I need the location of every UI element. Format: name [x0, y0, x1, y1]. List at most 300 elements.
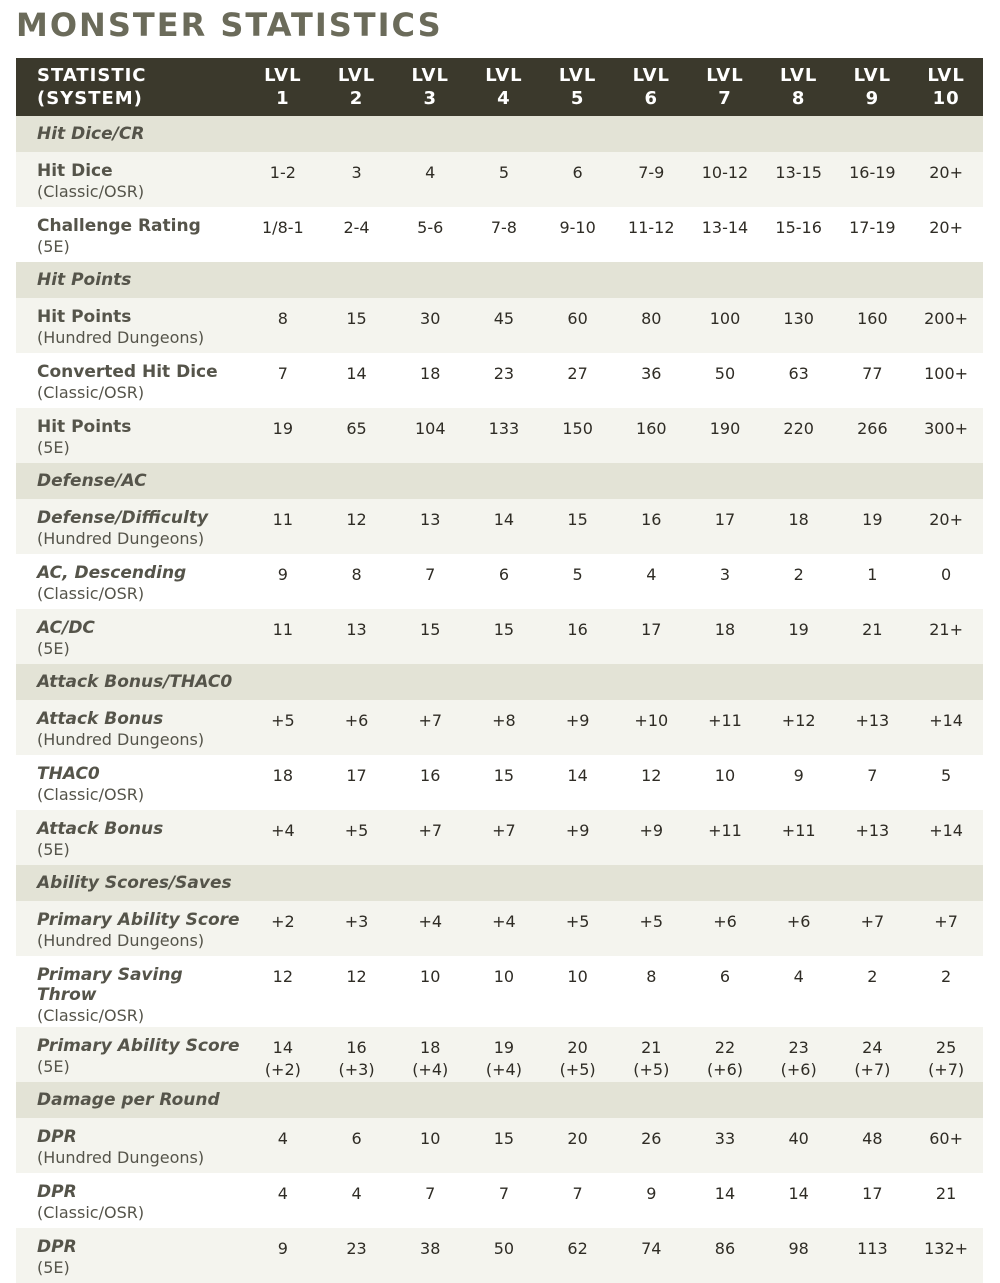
- table-body: [16, 116, 983, 1283]
- level-value-cell: [836, 1027, 910, 1082]
- statistic-cell: [16, 810, 246, 865]
- level-value-cell: [614, 1027, 688, 1082]
- statistic-system: (5E): [37, 639, 70, 658]
- level-value-cell: [909, 1228, 983, 1283]
- level-value: 33: [714, 1129, 736, 1148]
- level-value-cell: [762, 1228, 836, 1283]
- level-value-cell: [541, 755, 615, 810]
- level-value: 74: [641, 1239, 662, 1258]
- level-value-cell: [614, 810, 688, 865]
- header-level: [467, 58, 541, 116]
- level-value-cell: [320, 901, 394, 956]
- statistic-cell: [16, 152, 246, 207]
- level-value: 190: [709, 419, 741, 438]
- level-value: 13-15: [775, 163, 822, 182]
- level-value: +13: [855, 711, 890, 730]
- level-value: 104: [414, 419, 446, 438]
- level-value: 19: [272, 419, 294, 438]
- level-value-cell: [688, 207, 762, 262]
- level-value: 77: [862, 364, 883, 383]
- level-value: 2-4: [343, 218, 370, 237]
- level-value: 12: [346, 967, 367, 986]
- level-value-cell: [320, 298, 394, 353]
- level-value: 23: [493, 364, 515, 383]
- level-value-cell: [688, 901, 762, 956]
- level-value-cell: [246, 298, 320, 353]
- section-title: Attack Bonus/THAC0: [16, 664, 983, 700]
- statistic-name: Defense/Difficulty: [37, 508, 209, 528]
- level-value: 60: [567, 309, 588, 328]
- level-value: 18: [420, 364, 441, 383]
- statistic-name: Challenge Rating: [37, 216, 201, 236]
- level-value: 36: [641, 364, 662, 383]
- header-level-label: LVL: [779, 65, 818, 86]
- level-value-cell: [836, 298, 910, 353]
- level-value-cell: [320, 609, 394, 664]
- level-value: 22 (+6): [706, 1038, 744, 1079]
- statistic-cell: [16, 408, 246, 463]
- statistic-cell: [16, 755, 246, 810]
- level-value-cell: [467, 499, 541, 554]
- level-value-cell: [541, 499, 615, 554]
- level-value: 16: [420, 766, 441, 785]
- level-value: 18: [788, 510, 809, 529]
- level-value-cell: [909, 207, 983, 262]
- level-value: +7: [860, 912, 885, 931]
- level-value: 0: [941, 565, 952, 584]
- level-value-cell: [836, 353, 910, 408]
- header-statistic-line1: STATISTIC: [37, 65, 147, 86]
- statistic-cell: [16, 554, 246, 609]
- level-value: +9: [639, 821, 664, 840]
- level-value-cell: [467, 408, 541, 463]
- statistic-name: DPR: [37, 1182, 77, 1202]
- header-level: [909, 58, 983, 116]
- level-value: 300+: [924, 419, 969, 438]
- level-value-cell: [836, 1228, 910, 1283]
- level-value-cell: [688, 298, 762, 353]
- level-value: 7-9: [638, 163, 665, 182]
- level-value: 21 (+5): [633, 1038, 670, 1079]
- level-value: 19: [862, 510, 883, 529]
- level-value-cell: [393, 408, 467, 463]
- section-header-row: [16, 1082, 983, 1118]
- statistic-cell: [16, 901, 246, 956]
- level-value: +4: [492, 912, 516, 931]
- level-value-cell: [909, 700, 983, 755]
- level-value-cell: [467, 353, 541, 408]
- level-value-cell: [467, 755, 541, 810]
- header-statistic-line2: (SYSTEM): [37, 88, 143, 109]
- level-value: +11: [781, 821, 816, 840]
- statistic-system: (5E): [37, 237, 70, 256]
- level-value-cell: [909, 353, 983, 408]
- level-value-cell: [467, 700, 541, 755]
- level-value-cell: [836, 1118, 910, 1173]
- level-value: 27: [567, 364, 588, 383]
- statistic-cell: [16, 1173, 246, 1228]
- level-value-cell: [688, 353, 762, 408]
- level-value-cell: [467, 1118, 541, 1173]
- level-value: 10: [420, 1129, 441, 1148]
- level-value-cell: [688, 408, 762, 463]
- level-value: +6: [344, 711, 369, 730]
- level-value-cell: [541, 408, 615, 463]
- level-value: 20+: [929, 163, 963, 182]
- table-row: [16, 152, 983, 207]
- level-value: 12: [272, 967, 294, 986]
- header-statistic: [16, 58, 246, 116]
- level-value: 10: [567, 967, 588, 986]
- level-value-cell: [688, 755, 762, 810]
- header-level-label: LVL: [927, 65, 965, 86]
- header-level-label: LVL: [264, 65, 302, 86]
- level-value: +12: [781, 711, 816, 730]
- level-value-cell: [688, 1228, 762, 1283]
- table-row: [16, 810, 983, 865]
- statistic-cell: [16, 1027, 246, 1082]
- level-value-cell: [467, 152, 541, 207]
- section-header-row: [16, 865, 983, 901]
- level-value: +5: [344, 821, 369, 840]
- level-value-cell: [320, 408, 394, 463]
- level-value-cell: [541, 609, 615, 664]
- level-value-cell: [836, 755, 910, 810]
- header-level-number: 1: [276, 88, 290, 109]
- level-value-cell: [614, 700, 688, 755]
- level-value: 1-2: [269, 163, 296, 182]
- header-level-number: 3: [423, 88, 437, 109]
- level-value-cell: [762, 554, 836, 609]
- level-value: 20: [567, 1129, 588, 1148]
- table-row: [16, 1173, 983, 1228]
- level-value-cell: [246, 499, 320, 554]
- level-value: 50: [493, 1239, 515, 1258]
- level-value: 2: [793, 565, 804, 584]
- table-row: [16, 1228, 983, 1283]
- level-value: 6: [719, 967, 731, 986]
- level-value: 17: [862, 1184, 883, 1203]
- level-value-cell: [393, 810, 467, 865]
- level-value: 5-6: [417, 218, 444, 237]
- level-value: 1: [867, 565, 878, 584]
- level-value-cell: [762, 810, 836, 865]
- level-value-cell: [320, 207, 394, 262]
- statistic-name: Converted Hit Dice: [37, 362, 218, 382]
- level-value: 50: [714, 364, 736, 383]
- statistic-system: (Hundred Dungeons): [37, 529, 205, 548]
- level-value: 15-16: [775, 218, 822, 237]
- level-value-cell: [614, 408, 688, 463]
- level-value-cell: [393, 152, 467, 207]
- level-value: +4: [418, 912, 443, 931]
- level-value-cell: [762, 152, 836, 207]
- level-value: 8: [277, 309, 288, 328]
- level-value-cell: [688, 1173, 762, 1228]
- level-value-cell: [541, 554, 615, 609]
- header-level-label: LVL: [411, 65, 449, 86]
- level-value-cell: [762, 353, 836, 408]
- level-value: 11: [272, 510, 294, 529]
- level-value: +7: [418, 711, 443, 730]
- header-level: [614, 58, 688, 116]
- level-value: 15: [493, 620, 515, 639]
- level-value: 20+: [929, 218, 963, 237]
- section-header-row: [16, 463, 983, 499]
- level-value-cell: [467, 298, 541, 353]
- level-value-cell: [393, 956, 467, 1027]
- level-value: 48: [862, 1129, 883, 1148]
- level-value-cell: [246, 700, 320, 755]
- level-value: 7: [425, 565, 436, 584]
- header-level-number: 2: [349, 88, 364, 109]
- level-value: 86: [714, 1239, 736, 1258]
- level-value-cell: [909, 609, 983, 664]
- level-value: 200+: [924, 309, 969, 328]
- level-value-cell: [836, 408, 910, 463]
- level-value: 7-8: [490, 218, 517, 237]
- level-value: 23 (+6): [780, 1038, 817, 1079]
- level-value: 100+: [924, 364, 969, 383]
- level-value-cell: [246, 408, 320, 463]
- level-value-cell: [393, 700, 467, 755]
- header-level-label: LVL: [485, 65, 523, 86]
- level-value: +11: [708, 711, 742, 730]
- level-value-cell: [836, 207, 910, 262]
- level-value-cell: [836, 901, 910, 956]
- level-value: 17: [641, 620, 662, 639]
- level-value: 21: [935, 1184, 957, 1203]
- level-value-cell: [320, 1228, 394, 1283]
- level-value: 4: [646, 565, 657, 584]
- level-value-cell: [688, 810, 762, 865]
- level-value-cell: [762, 700, 836, 755]
- level-value-cell: [909, 1173, 983, 1228]
- level-value: 9: [277, 1239, 288, 1258]
- level-value-cell: [909, 554, 983, 609]
- level-value: +5: [639, 912, 664, 931]
- level-value-cell: [393, 554, 467, 609]
- level-value-cell: [614, 609, 688, 664]
- level-value: +14: [929, 711, 963, 730]
- level-value: 7: [572, 1184, 583, 1203]
- level-value: 133: [488, 419, 520, 438]
- level-value: 5: [941, 766, 952, 785]
- level-value-cell: [541, 1027, 615, 1082]
- level-value: 266: [857, 419, 888, 438]
- level-value: 18: [272, 766, 294, 785]
- level-value: 17: [346, 766, 367, 785]
- level-value: 13: [420, 510, 441, 529]
- level-value-cell: [614, 298, 688, 353]
- level-value: +7: [934, 912, 958, 931]
- level-value: 30: [420, 309, 441, 328]
- level-value: +10: [634, 711, 669, 730]
- level-value-cell: [762, 298, 836, 353]
- level-value-cell: [246, 956, 320, 1027]
- level-value-cell: [909, 499, 983, 554]
- level-value-cell: [614, 1228, 688, 1283]
- level-value-cell: [393, 1228, 467, 1283]
- header-level: [246, 58, 320, 116]
- table-header-row: [16, 58, 983, 116]
- level-value: +5: [565, 912, 590, 931]
- level-value: 130: [783, 309, 814, 328]
- level-value-cell: [467, 901, 541, 956]
- level-value-cell: [614, 207, 688, 262]
- level-value-cell: [688, 152, 762, 207]
- statistic-system: (5E): [37, 840, 70, 859]
- level-value-cell: [393, 755, 467, 810]
- level-value: +7: [418, 821, 443, 840]
- level-value-cell: [762, 1027, 836, 1082]
- level-value-cell: [836, 499, 910, 554]
- statistic-name: Attack Bonus: [37, 709, 164, 729]
- level-value: 6: [351, 1129, 362, 1148]
- level-value: 7: [425, 1184, 436, 1203]
- level-value-cell: [614, 956, 688, 1027]
- table-row: [16, 956, 983, 1027]
- header-level-number: 6: [644, 88, 659, 109]
- header-level-label: LVL: [632, 65, 670, 86]
- level-value: 23: [346, 1239, 367, 1258]
- statistic-name: AC/DC: [37, 618, 95, 638]
- statistic-cell: [16, 609, 246, 664]
- level-value: 80: [641, 309, 662, 328]
- level-value: 1/8-1: [262, 218, 304, 237]
- level-value: 62: [567, 1239, 588, 1258]
- level-value: 4: [425, 163, 436, 182]
- table-row: [16, 207, 983, 262]
- level-value: 15: [567, 510, 588, 529]
- level-value: 9: [277, 565, 288, 584]
- level-value: 17: [714, 510, 736, 529]
- level-value-cell: [614, 901, 688, 956]
- statistic-cell: [16, 499, 246, 554]
- statistic-system: (Classic/OSR): [37, 182, 145, 201]
- level-value: +11: [708, 821, 742, 840]
- section-title: Damage per Round: [16, 1082, 983, 1118]
- level-value: 65: [346, 419, 367, 438]
- level-value: 16: [641, 510, 662, 529]
- level-value: 11: [272, 620, 294, 639]
- level-value: 14 (+2): [264, 1038, 301, 1079]
- table-row: [16, 700, 983, 755]
- level-value: 45: [493, 309, 515, 328]
- level-value-cell: [614, 554, 688, 609]
- level-value-cell: [393, 298, 467, 353]
- level-value-cell: [246, 1228, 320, 1283]
- level-value: 14: [567, 766, 588, 785]
- table-row: [16, 755, 983, 810]
- level-value: 19: [788, 620, 809, 639]
- header-level: [836, 58, 910, 116]
- level-value: 24 (+7): [854, 1038, 891, 1079]
- statistic-name: THAC0: [37, 764, 100, 784]
- table-row: [16, 609, 983, 664]
- level-value: 9: [646, 1184, 657, 1203]
- table-row: [16, 554, 983, 609]
- level-value: 21: [862, 620, 883, 639]
- level-value-cell: [688, 499, 762, 554]
- header-level: [762, 58, 836, 116]
- level-value-cell: [762, 609, 836, 664]
- level-value-cell: [836, 956, 910, 1027]
- level-value: 10: [493, 967, 515, 986]
- level-value-cell: [393, 609, 467, 664]
- level-value-cell: [762, 207, 836, 262]
- level-value: 38: [420, 1239, 441, 1258]
- level-value-cell: [541, 1173, 615, 1228]
- level-value: 8: [646, 967, 657, 986]
- header-level-number: 8: [791, 88, 806, 109]
- statistic-name: DPR: [37, 1237, 77, 1257]
- statistic-system: (Classic/OSR): [37, 1006, 145, 1025]
- level-value-cell: [541, 810, 615, 865]
- section-header-row: [16, 116, 983, 152]
- level-value-cell: [762, 499, 836, 554]
- level-value-cell: [467, 1027, 541, 1082]
- level-value: 15: [346, 309, 367, 328]
- level-value-cell: [836, 152, 910, 207]
- level-value: +13: [855, 821, 890, 840]
- level-value-cell: [246, 207, 320, 262]
- level-value-cell: [320, 1027, 394, 1082]
- level-value-cell: [614, 353, 688, 408]
- statistic-name: Hit Points: [37, 417, 132, 437]
- statistic-cell: [16, 298, 246, 353]
- level-value: +9: [565, 821, 590, 840]
- level-value-cell: [614, 499, 688, 554]
- level-value-cell: [246, 554, 320, 609]
- level-value-cell: [688, 554, 762, 609]
- level-value-cell: [393, 499, 467, 554]
- level-value: 150: [562, 419, 593, 438]
- table-row: [16, 298, 983, 353]
- header-level-number: 7: [718, 88, 732, 109]
- level-value-cell: [467, 1173, 541, 1228]
- level-value: 7: [277, 364, 288, 383]
- level-value-cell: [467, 609, 541, 664]
- level-value-cell: [836, 810, 910, 865]
- statistic-system: (5E): [37, 1057, 70, 1076]
- section-title: Hit Points: [16, 262, 983, 298]
- table-row: [16, 408, 983, 463]
- level-value-cell: [393, 901, 467, 956]
- level-value: 13: [346, 620, 367, 639]
- statistic-cell: [16, 956, 246, 1027]
- level-value-cell: [246, 755, 320, 810]
- level-value-cell: [393, 207, 467, 262]
- level-value: 160: [636, 419, 667, 438]
- statistic-system: (Hundred Dungeons): [37, 1148, 205, 1167]
- level-value-cell: [909, 1027, 983, 1082]
- level-value-cell: [467, 956, 541, 1027]
- header-level-number: 5: [570, 88, 585, 109]
- statistic-system: (Classic/OSR): [37, 1203, 145, 1222]
- level-value-cell: [320, 1173, 394, 1228]
- level-value: 3: [351, 163, 362, 182]
- level-value-cell: [762, 408, 836, 463]
- level-value: 10-12: [701, 163, 749, 182]
- section-header-row: [16, 664, 983, 700]
- level-value: +14: [929, 821, 963, 840]
- level-value: 98: [788, 1239, 809, 1258]
- statistic-name: Primary Saving Throw: [37, 965, 183, 1005]
- level-value: 14: [714, 1184, 736, 1203]
- level-value: 18: [714, 620, 736, 639]
- statistic-system: (Classic/OSR): [37, 785, 145, 804]
